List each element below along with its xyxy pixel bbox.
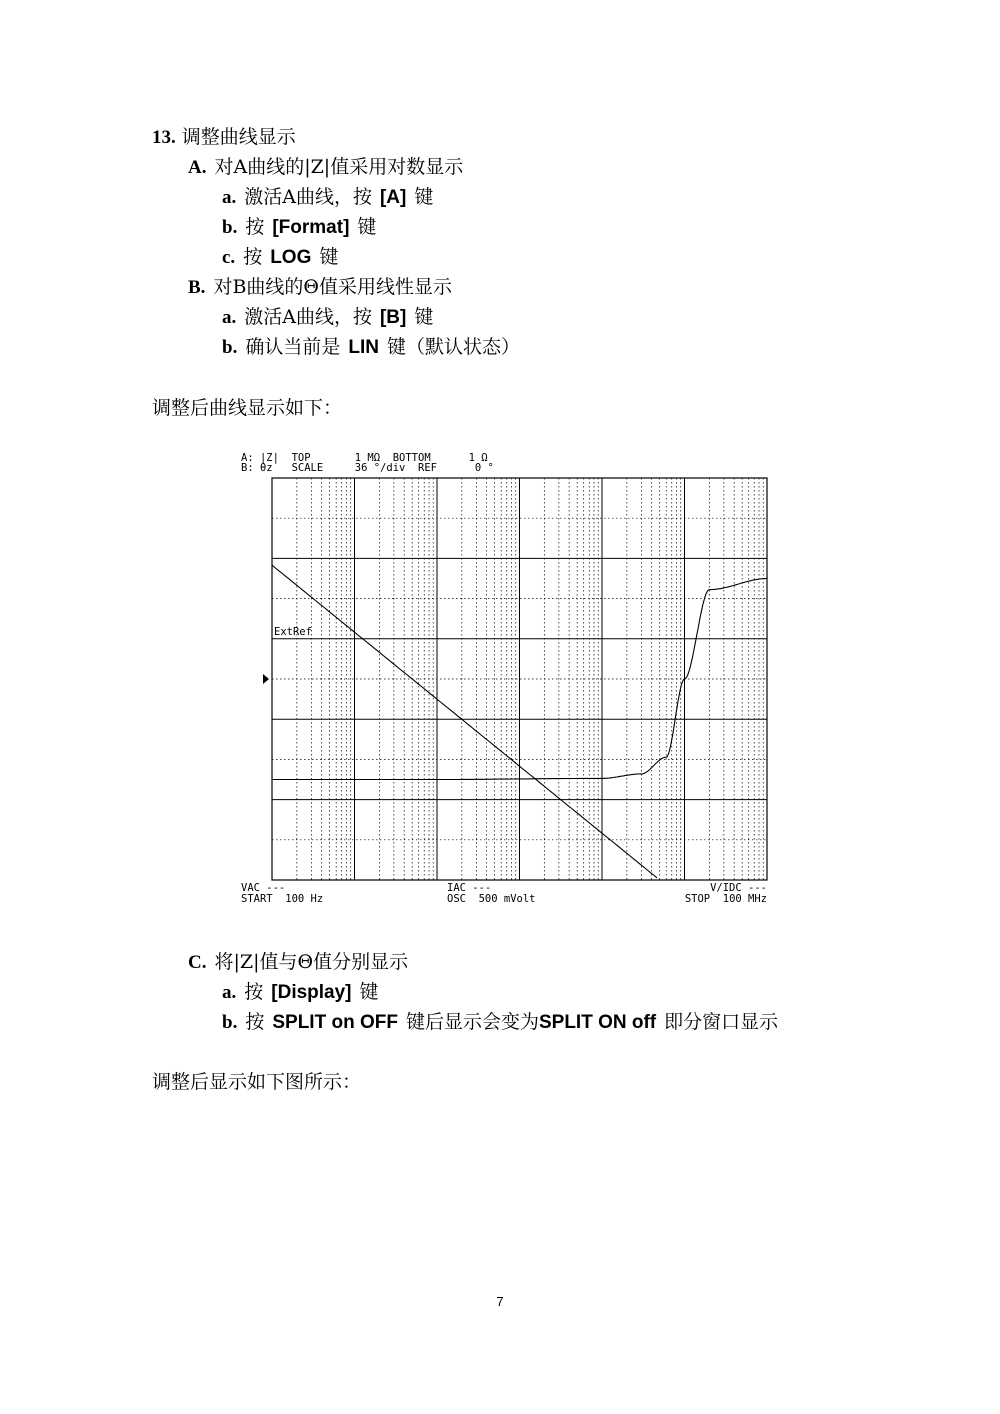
step-a-marker: A. bbox=[188, 157, 207, 178]
sub-text: 键 bbox=[319, 246, 339, 268]
plot-grid bbox=[272, 478, 767, 880]
section-title: 调整曲线显示 bbox=[181, 126, 296, 148]
footer-start: START 100 Hz bbox=[241, 893, 324, 905]
key-label: SPLIT on OFF bbox=[272, 1012, 398, 1033]
sub-text: 激活A曲线，按 bbox=[244, 186, 372, 208]
sub-text: 键（默认状态） bbox=[386, 336, 520, 358]
step-c-heading bbox=[188, 950, 408, 975]
footer-iac: IAC --- bbox=[447, 882, 492, 894]
key-label: [Format] bbox=[272, 217, 350, 238]
step-b-marker: B. bbox=[188, 277, 206, 298]
step-a-text: 对A曲线的|Z|值采用对数显示 bbox=[214, 156, 464, 178]
step-c-sub-a bbox=[222, 980, 379, 1005]
sub-text: 激活A曲线，按 bbox=[244, 306, 372, 328]
key-label: [Display] bbox=[271, 982, 352, 1003]
sub-marker: b. bbox=[222, 337, 238, 358]
step-b-sub-a bbox=[222, 305, 433, 330]
step-a-sub-c bbox=[222, 245, 338, 270]
step-a-sub-b bbox=[222, 215, 376, 240]
caption-1: 调整后曲线显示如下： bbox=[152, 397, 343, 419]
sub-text: 确认当前是 bbox=[245, 336, 341, 358]
sub-marker: a. bbox=[222, 187, 237, 208]
page-number: 7 bbox=[496, 1294, 504, 1309]
step-c-text: 将|Z|值与Θ值分别显示 bbox=[214, 951, 409, 973]
step-c-marker: C. bbox=[188, 952, 207, 973]
sub-text: 按 bbox=[243, 246, 263, 268]
step-a-heading bbox=[188, 155, 463, 180]
header-a: A: |Z| TOP 1 MΩ BOTTOM 1 Ω bbox=[241, 452, 488, 464]
step-a-sub-a bbox=[222, 185, 433, 210]
sub-text: 按 bbox=[244, 981, 264, 1003]
sub-text: 键 bbox=[357, 216, 377, 238]
sub-text: 即分窗口显示 bbox=[664, 1011, 779, 1033]
footer-osc: OSC 500 mVolt bbox=[447, 893, 536, 905]
key-label: [B] bbox=[379, 307, 407, 328]
step-b-heading bbox=[188, 275, 452, 300]
sub-text: 按 bbox=[245, 1011, 265, 1033]
sub-marker: b. bbox=[222, 1012, 238, 1033]
sub-marker: b. bbox=[222, 217, 238, 238]
sub-marker: a. bbox=[222, 307, 237, 328]
sub-text: 键 bbox=[414, 306, 434, 328]
ref-marker-icon bbox=[263, 674, 269, 684]
key-label: LIN bbox=[348, 337, 379, 358]
key-label: [A] bbox=[379, 187, 407, 208]
footer-stop: STOP 100 MHz bbox=[684, 893, 767, 905]
header-b: B: θz SCALE 36 °/div REF 0 ° bbox=[241, 462, 494, 474]
footer-vidc: V/IDC --- bbox=[710, 882, 767, 894]
key-label: SPLIT ON off bbox=[538, 1012, 657, 1033]
sub-text: 键后显示会变为 bbox=[405, 1011, 539, 1033]
step-b-sub-b bbox=[222, 335, 520, 360]
section-number: 13. bbox=[152, 127, 176, 148]
sub-marker: a. bbox=[222, 982, 237, 1003]
ext-ref-label: ExtRef bbox=[274, 626, 312, 638]
caption-2: 调整后显示如下图所示： bbox=[152, 1071, 362, 1093]
sub-text: 按 bbox=[245, 216, 265, 238]
sub-text: 键 bbox=[359, 981, 379, 1003]
section-heading bbox=[152, 125, 296, 150]
sub-text: 键 bbox=[414, 186, 434, 208]
footer-vac: VAC --- bbox=[241, 882, 286, 894]
step-b-text: 对B曲线的Θ值采用线性显示 bbox=[213, 276, 452, 298]
analyzer-screen bbox=[235, 448, 775, 908]
key-label: LOG bbox=[270, 247, 312, 268]
sub-marker: c. bbox=[222, 247, 236, 268]
step-c-sub-b bbox=[222, 1010, 778, 1035]
